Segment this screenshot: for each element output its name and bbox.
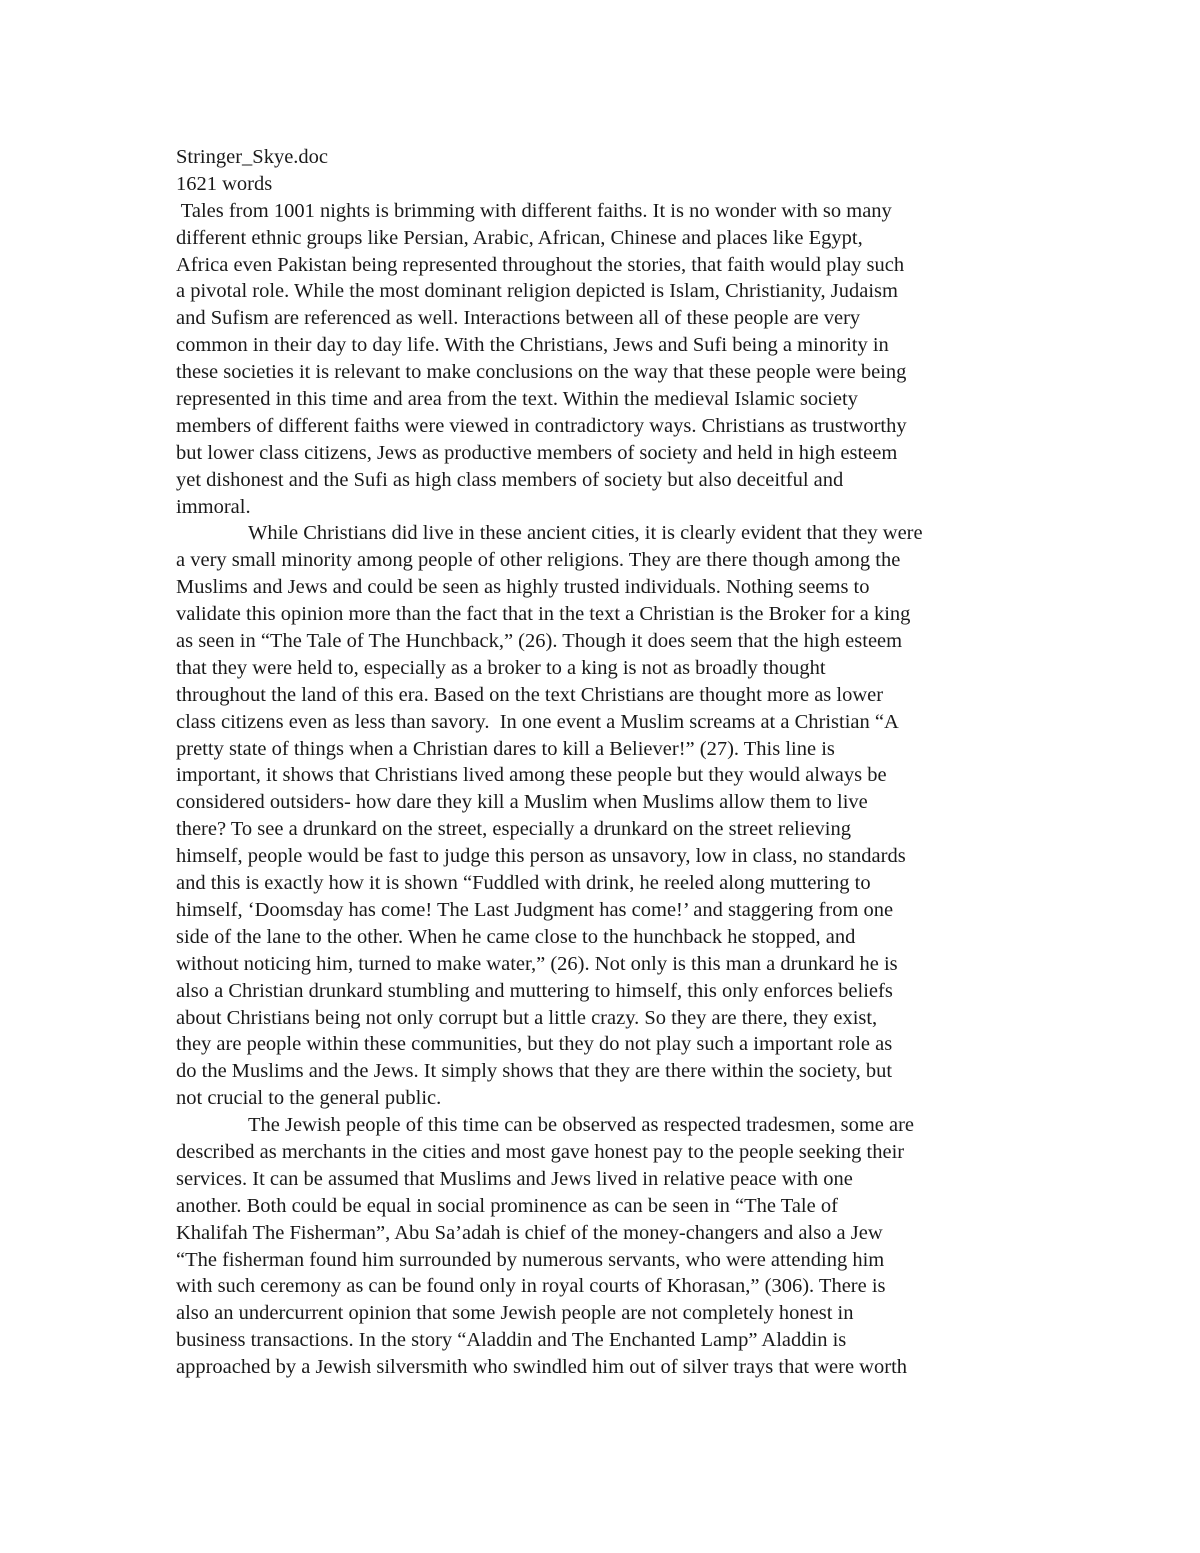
paragraph-2-line: class citizens even as less than savory. In one event a Muslim screams at a Christian “A xyxy=(176,710,899,733)
paragraph-1-line: a pivotal role. While the most dominant religion depicted is Islam, Christianity, Judaism xyxy=(176,280,898,303)
paragraph-2-line: validate this opinion more than the fact that in the text a Christian is the Broker for a king xyxy=(176,603,911,626)
paragraph-2-line: not crucial to the general public. xyxy=(176,1087,442,1110)
paragraph-2-line: as seen in “The Tale of The Hunchback,” (26). Though it does seem that the high esteem xyxy=(176,630,903,653)
paragraph-2-line: side of the lane to the other. When he came close to the hunchback he stopped, and xyxy=(176,925,856,948)
paragraph-2-line: While Christians did live in these ancient cities, it is clearly evident that they were xyxy=(248,522,923,545)
paragraph-2-line: that they were held to, especially as a broker to a king is not as broadly thought xyxy=(176,656,826,679)
paragraph-3-line: The Jewish people of this time can be observed as respected tradesmen, some are xyxy=(248,1114,915,1137)
paragraph-1-line: Africa even Pakistan being represented throughout the stories, that faith would play such xyxy=(176,253,905,276)
paragraph-2-line: and this is exactly how it is shown “Fuddled with drink, he reeled along muttering to xyxy=(176,872,871,895)
paragraph-1-line: different ethnic groups like Persian, Arabic, African, Chinese and places like Egypt, xyxy=(176,226,863,249)
document-word-count: 1621 words xyxy=(176,172,273,195)
paragraph-3-line: Khalifah The Fisherman”, Abu Sa’adah is chief of the money-changers and also a Jew xyxy=(176,1221,883,1244)
paragraph-2-line: himself, ‘Doomsday has come! The Last Judgment has come!’ and staggering from one xyxy=(176,898,894,921)
paragraph-1-line: and Sufism are referenced as well. Interactions between all of these people are very xyxy=(176,307,861,330)
document-body xyxy=(176,144,1028,1381)
paragraph-2-line: a very small minority among people of other religions. They are there though among the xyxy=(176,549,901,572)
paragraph-3-line: “The fisherman found him surrounded by numerous servants, who were attending him xyxy=(176,1248,885,1271)
paragraph-3-line: approached by a Jewish silversmith who swindled him out of silver trays that were worth xyxy=(176,1356,908,1379)
paragraph-1-line: but lower class citizens, Jews as productive members of society and held in high esteem xyxy=(176,441,898,464)
paragraph-2-line: Muslims and Jews and could be seen as highly trusted individuals. Nothing seems to xyxy=(176,576,870,599)
paragraph-1-line: members of different faiths were viewed in contradictory ways. Christians as trustworthy xyxy=(176,414,907,437)
paragraph-2-line: throughout the land of this era. Based on the text Christians are thought more as lower xyxy=(176,683,884,706)
paragraph-3-line: another. Both could be equal in social prominence as can be seen in “The Tale of xyxy=(176,1194,838,1217)
paragraph-1-line: these societies it is relevant to make conclusions on the way that these people were being xyxy=(176,361,907,384)
paragraph-2-line: also a Christian drunkard stumbling and muttering to himself, this only enforces beliefs xyxy=(176,979,893,1002)
paragraph-3-line: with such ceremony as can be found only in royal courts of Khorasan,” (306). There is xyxy=(176,1275,886,1298)
paragraph-1-line: common in their day to day life. With the Christians, Jews and Sufi being a minority in xyxy=(176,334,889,357)
paragraph-2-line: himself, people would be fast to judge this person as unsavory, low in class, no standards xyxy=(176,845,906,868)
paragraph-2-line: important, it shows that Christians lived among these people but they would always be xyxy=(176,764,887,787)
paragraph-2-line: about Christians being not only corrupt but a little crazy. So they are there, they exist, xyxy=(176,1006,878,1029)
paragraph-1-line: immoral. xyxy=(176,495,251,518)
paragraph-2-line: do the Muslims and the Jews. It simply shows that they are there within the society, but xyxy=(176,1060,893,1083)
paragraph-2-line: they are people within these communities, but they do not play such a important role as xyxy=(176,1033,893,1056)
paragraph-3-line: services. It can be assumed that Muslims and Jews lived in relative peace with one xyxy=(176,1167,853,1190)
paragraph-2-line: pretty state of things when a Christian dares to kill a Believer!” (27). This line is xyxy=(176,737,835,760)
paragraph-1-line: yet dishonest and the Sufi as high class members of society but also deceitful and xyxy=(176,468,844,491)
paragraph-1-line: Tales from 1001 nights is brimming with different faiths. It is no wonder with so many xyxy=(176,199,892,222)
paragraph-3-line: business transactions. In the story “Aladdin and The Enchanted Lamp” Aladdin is xyxy=(176,1329,847,1352)
paragraph-3-line: also an undercurrent opinion that some Jewish people are not completely honest in xyxy=(176,1302,854,1325)
paragraph-2-line: without noticing him, turned to make water,” (26). Not only is this man a drunkard he is xyxy=(176,952,898,975)
paragraph-2-line: considered outsiders- how dare they kill a Muslim when Muslims allow them to live xyxy=(176,791,868,814)
document-filename: Stringer_Skye.doc xyxy=(176,146,329,168)
paragraph-2-line: there? To see a drunkard on the street, especially a drunkard on the street relieving xyxy=(176,818,851,841)
paragraph-3-line: described as merchants in the cities and most gave honest pay to the people seeking their xyxy=(176,1140,905,1163)
paragraph-1-line: represented in this time and area from the text. Within the medieval Islamic society xyxy=(176,388,858,411)
